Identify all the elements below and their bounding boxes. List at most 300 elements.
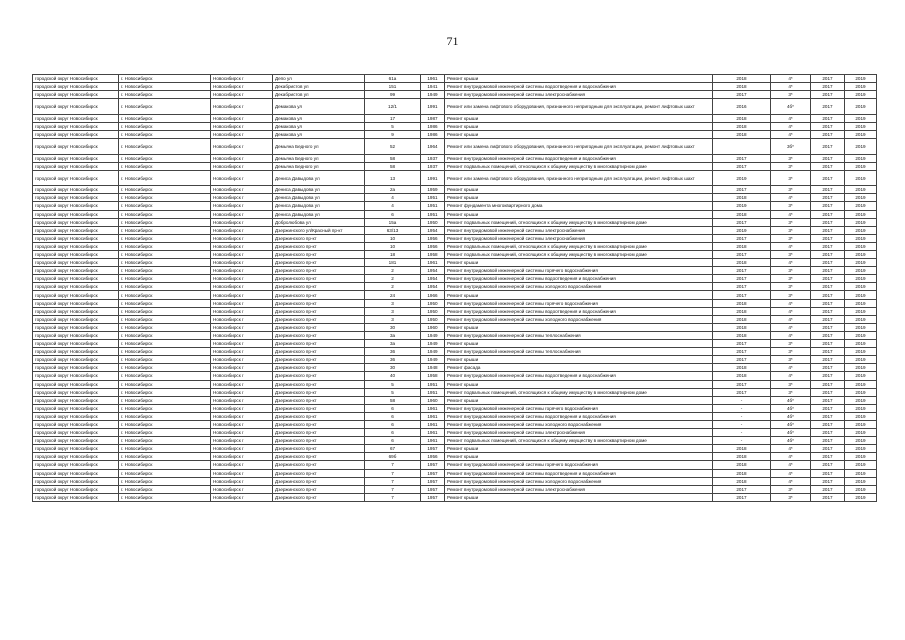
city-cell: Новосибирск г xyxy=(211,251,273,259)
table-row xyxy=(33,380,877,388)
table-row xyxy=(33,445,877,453)
house-cell: 13 xyxy=(365,170,421,186)
table-row xyxy=(33,210,877,218)
end-year-cell: 2019 xyxy=(845,154,877,162)
work-type-cell: Ремонт крыши xyxy=(445,445,713,453)
street-cell: Дзержинского пр-кт xyxy=(273,477,365,485)
municipality-cell: городской округ Новосибирск xyxy=(33,388,119,396)
start-year-cell: 2017 xyxy=(811,477,845,485)
end-year-cell: 2019 xyxy=(845,429,877,437)
work-type-cell: Ремонт крыши xyxy=(445,493,713,501)
deadline-cell: 2018 xyxy=(713,114,771,122)
end-year-cell: 2019 xyxy=(845,445,877,453)
category-cell: 3* xyxy=(771,226,811,234)
municipality-cell: городской округ Новосибирск xyxy=(33,348,119,356)
house-cell: 3а xyxy=(365,331,421,339)
end-year-cell: 2019 xyxy=(845,259,877,267)
table-row xyxy=(33,242,877,250)
deadline-cell: 2017 xyxy=(713,267,771,275)
end-year-cell: 2019 xyxy=(845,437,877,445)
settlement-cell: г. Новосибирск xyxy=(119,388,211,396)
deadline-cell: 2017 xyxy=(713,251,771,259)
start-year-cell: 2017 xyxy=(811,315,845,323)
house-cell: 9 xyxy=(365,130,421,138)
street-cell: Дзержинского пр-кт xyxy=(273,372,365,380)
start-year-cell: 2017 xyxy=(811,445,845,453)
start-year-cell: 2017 xyxy=(811,202,845,210)
work-type-cell: Ремонт или замена лифтового оборудования, признанного непригодным для эксплуатации, ремонт лифтовых шахт xyxy=(445,99,713,115)
table-row xyxy=(33,91,877,99)
municipality-cell: городской округ Новосибирск xyxy=(33,75,119,83)
street-cell: Декабристов ул xyxy=(273,91,365,99)
category-cell: 3* xyxy=(771,91,811,99)
start-year-cell: 2017 xyxy=(811,307,845,315)
work-type-cell: Ремонт крыши xyxy=(445,356,713,364)
table-row xyxy=(33,139,877,155)
work-type-cell: Ремонт внутридомовой инженерной системы теплоснабжения xyxy=(445,331,713,339)
category-cell: 3* xyxy=(771,485,811,493)
municipality-cell: городской округ Новосибирск xyxy=(33,154,119,162)
municipality-cell: городской округ Новосибирск xyxy=(33,83,119,91)
house-cell: 63/13 xyxy=(365,226,421,234)
work-type-cell: Ремонт подвальных помещений, относящихся к общему имуществу в многоквартирном доме xyxy=(445,437,713,445)
table-row xyxy=(33,315,877,323)
city-cell: Новосибирск г xyxy=(211,218,273,226)
start-year-cell: 2017 xyxy=(811,154,845,162)
year-cell: 1960 xyxy=(421,396,445,404)
city-cell: Новосибирск г xyxy=(211,461,273,469)
settlement-cell: г. Новосибирск xyxy=(119,267,211,275)
city-cell: Новосибирск г xyxy=(211,154,273,162)
start-year-cell: 2017 xyxy=(811,267,845,275)
end-year-cell: 2019 xyxy=(845,202,877,210)
municipality-cell: городской округ Новосибирск xyxy=(33,202,119,210)
street-cell: Демакова ул xyxy=(273,114,365,122)
category-cell: 4* xyxy=(771,114,811,122)
deadline-cell: 2018 xyxy=(713,83,771,91)
start-year-cell: 2017 xyxy=(811,162,845,170)
category-cell: 4б* xyxy=(771,99,811,115)
year-cell: 1961 xyxy=(421,412,445,420)
table-row xyxy=(33,130,877,138)
category-cell: 4* xyxy=(771,372,811,380)
municipality-cell: городской округ Новосибирск xyxy=(33,291,119,299)
start-year-cell: 2017 xyxy=(811,453,845,461)
table-row xyxy=(33,218,877,226)
category-cell: 3* xyxy=(771,234,811,242)
street-cell: Добролюбова ул xyxy=(273,218,365,226)
house-cell: 2 xyxy=(365,267,421,275)
table-row xyxy=(33,372,877,380)
work-type-cell: Ремонт крыши xyxy=(445,75,713,83)
work-type-cell: Ремонт крыши xyxy=(445,380,713,388)
settlement-cell: г. Новосибирск xyxy=(119,83,211,91)
house-cell: 151 xyxy=(365,83,421,91)
street-cell: Дзержинского пр-кт xyxy=(273,348,365,356)
year-cell: 1986 xyxy=(421,130,445,138)
end-year-cell: 2019 xyxy=(845,162,877,170)
city-cell: Новосибирск г xyxy=(211,194,273,202)
category-cell: 3* xyxy=(771,251,811,259)
street-cell: Дзержинского пр-кт xyxy=(273,493,365,501)
settlement-cell: г. Новосибирск xyxy=(119,283,211,291)
deadline-cell: 2016 xyxy=(713,99,771,115)
deadline-cell xyxy=(713,139,771,155)
work-type-cell: Ремонт внутридомовой инженерной системы водоотведения и водоснабжения xyxy=(445,307,713,315)
house-cell: 4 xyxy=(365,194,421,202)
start-year-cell: 2017 xyxy=(811,114,845,122)
house-cell: 61а xyxy=(365,75,421,83)
city-cell: Новосибирск г xyxy=(211,348,273,356)
year-cell: 1937 xyxy=(421,162,445,170)
page-number: 71 xyxy=(446,34,459,48)
end-year-cell: 2019 xyxy=(845,340,877,348)
table-row xyxy=(33,461,877,469)
category-cell: 3* xyxy=(771,380,811,388)
deadline-cell: 2017 xyxy=(713,348,771,356)
street-cell: Дзержинского пр-кт xyxy=(273,429,365,437)
year-cell: 1960 xyxy=(421,323,445,331)
category-cell: 3* xyxy=(771,267,811,275)
start-year-cell: 2017 xyxy=(811,275,845,283)
start-year-cell: 2017 xyxy=(811,75,845,83)
house-cell: 99 xyxy=(365,91,421,99)
work-type-cell: Ремонт внутридомовой инженерной системы водоотведения и водоснабжения xyxy=(445,372,713,380)
work-type-cell: Ремонт подвальных помещений, относящихся к общему имуществу в многоквартирном доме xyxy=(445,162,713,170)
start-year-cell: 2017 xyxy=(811,226,845,234)
table-row xyxy=(33,420,877,428)
street-cell: Дзержинского пр-кт xyxy=(273,485,365,493)
category-cell: 4б* xyxy=(771,437,811,445)
deadline-cell: 2019 xyxy=(713,202,771,210)
deadline-cell: 2018 xyxy=(713,469,771,477)
table-row xyxy=(33,114,877,122)
work-type-cell: Ремонт подвальных помещений, относящихся к общему имуществу в многоквартирном доме xyxy=(445,251,713,259)
work-type-cell: Ремонт крыши xyxy=(445,210,713,218)
city-cell: Новосибирск г xyxy=(211,453,273,461)
table-row xyxy=(33,477,877,485)
deadline-cell: 2018 xyxy=(713,477,771,485)
category-cell: 3б* xyxy=(771,139,811,155)
settlement-cell: г. Новосибирск xyxy=(119,364,211,372)
work-type-cell: Ремонт внутридомовой инженерной системы горячего водоснабжения xyxy=(445,404,713,412)
table-body xyxy=(33,75,877,502)
street-cell: Демакова ул xyxy=(273,130,365,138)
street-cell: Дзержинского пр-кт xyxy=(273,469,365,477)
street-cell: Дзержинского пр-кт xyxy=(273,340,365,348)
work-type-cell: Ремонт подвальных помещений, относящихся к общему имуществу в многоквартирном доме xyxy=(445,242,713,250)
year-cell: 1961 xyxy=(421,404,445,412)
city-cell: Новосибирск г xyxy=(211,429,273,437)
house-cell: 3 xyxy=(365,307,421,315)
end-year-cell: 2019 xyxy=(845,493,877,501)
category-cell: 4б* xyxy=(771,404,811,412)
municipality-cell: городской округ Новосибирск xyxy=(33,242,119,250)
deadline-cell: 2017 xyxy=(713,154,771,162)
deadline-cell: 2018 xyxy=(713,331,771,339)
city-cell: Новосибирск г xyxy=(211,210,273,218)
deadline-cell: 2018 xyxy=(713,130,771,138)
table-row xyxy=(33,122,877,130)
year-cell: 1937 xyxy=(421,154,445,162)
deadline-cell: 2017 xyxy=(713,283,771,291)
deadline-cell: 2017 xyxy=(713,234,771,242)
municipality-cell: городской округ Новосибирск xyxy=(33,170,119,186)
deadline-cell: 2017 xyxy=(713,186,771,194)
settlement-cell: г. Новосибирск xyxy=(119,154,211,162)
start-year-cell: 2017 xyxy=(811,210,845,218)
work-type-cell: Ремонт или замена лифтового оборудования, признанного непригодным для эксплуатации, ремонт лифтовых шахт xyxy=(445,139,713,155)
municipality-cell: городской округ Новосибирск xyxy=(33,259,119,267)
house-cell: 7 xyxy=(365,477,421,485)
municipality-cell: городской округ Новосибирск xyxy=(33,122,119,130)
city-cell: Новосибирск г xyxy=(211,404,273,412)
start-year-cell: 2017 xyxy=(811,429,845,437)
end-year-cell: 2019 xyxy=(845,75,877,83)
start-year-cell: 2017 xyxy=(811,372,845,380)
end-year-cell: 2019 xyxy=(845,242,877,250)
city-cell: Новосибирск г xyxy=(211,380,273,388)
year-cell: 1957 xyxy=(421,493,445,501)
street-cell: Дзержинского пр-кт xyxy=(273,251,365,259)
deadline-cell: 2017 xyxy=(713,493,771,501)
category-cell: 3* xyxy=(771,202,811,210)
year-cell: 1949 xyxy=(421,331,445,339)
table-row xyxy=(33,493,877,501)
house-cell: 4 xyxy=(365,202,421,210)
start-year-cell: 2017 xyxy=(811,291,845,299)
settlement-cell: г. Новосибирск xyxy=(119,186,211,194)
street-cell: Дзержинского пр-кт xyxy=(273,388,365,396)
city-cell: Новосибирск г xyxy=(211,259,273,267)
table-row xyxy=(33,453,877,461)
settlement-cell: г. Новосибирск xyxy=(119,75,211,83)
house-cell: 10 xyxy=(365,242,421,250)
table-row xyxy=(33,283,877,291)
category-cell: 4б* xyxy=(771,396,811,404)
category-cell: 4* xyxy=(771,122,811,130)
end-year-cell: 2019 xyxy=(845,210,877,218)
street-cell: Дзержинского пр-кт xyxy=(273,307,365,315)
deadline-cell: 2017 xyxy=(713,218,771,226)
street-cell: Демакова ул xyxy=(273,99,365,115)
table-row xyxy=(33,412,877,420)
end-year-cell: 2019 xyxy=(845,307,877,315)
end-year-cell: 2019 xyxy=(845,218,877,226)
table-row xyxy=(33,364,877,372)
house-cell: 7 xyxy=(365,469,421,477)
house-cell: 7 xyxy=(365,493,421,501)
start-year-cell: 2017 xyxy=(811,412,845,420)
category-cell: 4* xyxy=(771,364,811,372)
deadline-cell: 2019 xyxy=(713,226,771,234)
house-cell: 17 xyxy=(365,114,421,122)
year-cell: 1941 xyxy=(421,83,445,91)
work-type-cell: Ремонт внутридомовой инженерной системы водоотведения и водоснабжения xyxy=(445,275,713,283)
city-cell: Новосибирск г xyxy=(211,130,273,138)
municipality-cell: городской округ Новосибирск xyxy=(33,372,119,380)
work-type-cell: Ремонт внутридомовой инженерной системы горячего водоснабжения xyxy=(445,299,713,307)
work-type-cell: Ремонт крыши xyxy=(445,396,713,404)
year-cell: 1957 xyxy=(421,477,445,485)
street-cell: Демьяна Бедного ул xyxy=(273,154,365,162)
settlement-cell: г. Новосибирск xyxy=(119,234,211,242)
house-cell: 52 xyxy=(365,139,421,155)
house-cell: 58 xyxy=(365,162,421,170)
year-cell: 1949 xyxy=(421,356,445,364)
table-row xyxy=(33,348,877,356)
start-year-cell: 2017 xyxy=(811,404,845,412)
deadline-cell: 2017 xyxy=(713,485,771,493)
year-cell: 1966 xyxy=(421,291,445,299)
end-year-cell: 2019 xyxy=(845,356,877,364)
municipality-cell: городской округ Новосибирск xyxy=(33,420,119,428)
category-cell: 4* xyxy=(771,323,811,331)
deadline-cell: - xyxy=(713,437,771,445)
start-year-cell: 2017 xyxy=(811,130,845,138)
city-cell: Новосибирск г xyxy=(211,202,273,210)
house-cell: 15а xyxy=(365,218,421,226)
deadline-cell: 2017 xyxy=(713,91,771,99)
work-type-cell: Ремонт внутридомовой инженерной системы электроснабжения xyxy=(445,429,713,437)
deadline-cell: 2018 xyxy=(713,194,771,202)
settlement-cell: г. Новосибирск xyxy=(119,412,211,420)
municipality-cell: городской округ Новосибирск xyxy=(33,162,119,170)
end-year-cell: 2019 xyxy=(845,299,877,307)
start-year-cell: 2017 xyxy=(811,420,845,428)
street-cell: Дзержинского пр-кт xyxy=(273,315,365,323)
street-cell: Дзержинского пр-кт xyxy=(273,445,365,453)
house-cell: 58 xyxy=(365,396,421,404)
deadline-cell: 2019 xyxy=(713,170,771,186)
settlement-cell: г. Новосибирск xyxy=(119,170,211,186)
start-year-cell: 2017 xyxy=(811,194,845,202)
street-cell: Дзержинского пр-кт xyxy=(273,331,365,339)
category-cell: 3* xyxy=(771,186,811,194)
deadline-cell: 2017 xyxy=(713,340,771,348)
house-cell: 6 xyxy=(365,412,421,420)
category-cell: 3* xyxy=(771,170,811,186)
settlement-cell: г. Новосибирск xyxy=(119,139,211,155)
street-cell: Дениса Давыдова ул xyxy=(273,210,365,218)
category-cell: 4* xyxy=(771,242,811,250)
street-cell: Дзержинского пр-кт xyxy=(273,323,365,331)
city-cell: Новосибирск г xyxy=(211,340,273,348)
category-cell: 4* xyxy=(771,299,811,307)
city-cell: Новосибирск г xyxy=(211,437,273,445)
street-cell: Дзержинского пр-кт xyxy=(273,453,365,461)
street-cell: Дзержинского пр-кт xyxy=(273,267,365,275)
year-cell: 1949 xyxy=(421,348,445,356)
municipality-cell: городской округ Новосибирск xyxy=(33,234,119,242)
table-row xyxy=(33,307,877,315)
deadline-cell: 2018 xyxy=(713,307,771,315)
deadline-cell: 2018 xyxy=(713,372,771,380)
year-cell: 1950 xyxy=(421,218,445,226)
settlement-cell: г. Новосибирск xyxy=(119,226,211,234)
year-cell: 1950 xyxy=(421,307,445,315)
municipality-cell: городской округ Новосибирск xyxy=(33,130,119,138)
table-row xyxy=(33,251,877,259)
category-cell: 4* xyxy=(771,83,811,91)
municipality-cell: городской округ Новосибирск xyxy=(33,453,119,461)
year-cell: 1957 xyxy=(421,445,445,453)
settlement-cell: г. Новосибирск xyxy=(119,461,211,469)
settlement-cell: г. Новосибирск xyxy=(119,210,211,218)
city-cell: Новосибирск г xyxy=(211,477,273,485)
street-cell: Дзержинского пр-кт xyxy=(273,291,365,299)
end-year-cell: 2019 xyxy=(845,412,877,420)
start-year-cell: 2017 xyxy=(811,437,845,445)
settlement-cell: г. Новосибирск xyxy=(119,162,211,170)
municipality-cell: городской округ Новосибирск xyxy=(33,396,119,404)
municipality-cell: городской округ Новосибирск xyxy=(33,469,119,477)
year-cell: 1956 xyxy=(421,453,445,461)
street-cell: Дениса Давыдова ул xyxy=(273,186,365,194)
street-cell: Демьяна Бедного ул xyxy=(273,162,365,170)
end-year-cell: 2019 xyxy=(845,83,877,91)
house-cell: 3 xyxy=(365,315,421,323)
table-row xyxy=(33,323,877,331)
street-cell: Дениса Давыдова ул xyxy=(273,194,365,202)
work-type-cell: Ремонт крыши xyxy=(445,453,713,461)
house-cell: 7 xyxy=(365,485,421,493)
settlement-cell: г. Новосибирск xyxy=(119,372,211,380)
start-year-cell: 2017 xyxy=(811,485,845,493)
work-type-cell: Ремонт фасада xyxy=(445,364,713,372)
start-year-cell: 2017 xyxy=(811,364,845,372)
table-row xyxy=(33,83,877,91)
end-year-cell: 2019 xyxy=(845,404,877,412)
work-type-cell: Ремонт крыши xyxy=(445,114,713,122)
end-year-cell: 2019 xyxy=(845,420,877,428)
year-cell: 1964 xyxy=(421,139,445,155)
table-row xyxy=(33,429,877,437)
deadline-cell: 2018 xyxy=(713,445,771,453)
year-cell: 1961 xyxy=(421,429,445,437)
category-cell: 3* xyxy=(771,283,811,291)
end-year-cell: 2019 xyxy=(845,194,877,202)
house-cell: 2а xyxy=(365,186,421,194)
street-cell: Дзержинского пр-кт xyxy=(273,356,365,364)
category-cell: 4* xyxy=(771,453,811,461)
start-year-cell: 2017 xyxy=(811,83,845,91)
category-cell: 3* xyxy=(771,348,811,356)
city-cell: Новосибирск г xyxy=(211,91,273,99)
category-cell: 4б* xyxy=(771,412,811,420)
municipality-cell: городской округ Новосибирск xyxy=(33,299,119,307)
start-year-cell: 2017 xyxy=(811,380,845,388)
year-cell: 1951 xyxy=(421,388,445,396)
street-cell: Дзержинского пр-кт xyxy=(273,299,365,307)
work-type-cell: Ремонт внутридомовой инженерной системы горячего водоснабжения xyxy=(445,461,713,469)
end-year-cell: 2019 xyxy=(845,331,877,339)
start-year-cell: 2017 xyxy=(811,388,845,396)
year-cell: 1957 xyxy=(421,469,445,477)
category-cell: 4* xyxy=(771,461,811,469)
municipality-cell: городской округ Новосибирск xyxy=(33,485,119,493)
municipality-cell: городской округ Новосибирск xyxy=(33,251,119,259)
work-type-cell: Ремонт внутридомовой инженерной системы электроснабжения xyxy=(445,226,713,234)
end-year-cell: 2019 xyxy=(845,388,877,396)
year-cell: 1954 xyxy=(421,267,445,275)
year-cell: 1961 xyxy=(421,420,445,428)
work-type-cell: Ремонт фундамента многоквартирного дома xyxy=(445,202,713,210)
deadline-cell: 2017 xyxy=(713,162,771,170)
city-cell: Новосибирск г xyxy=(211,234,273,242)
city-cell: Новосибирск г xyxy=(211,162,273,170)
start-year-cell: 2017 xyxy=(811,461,845,469)
